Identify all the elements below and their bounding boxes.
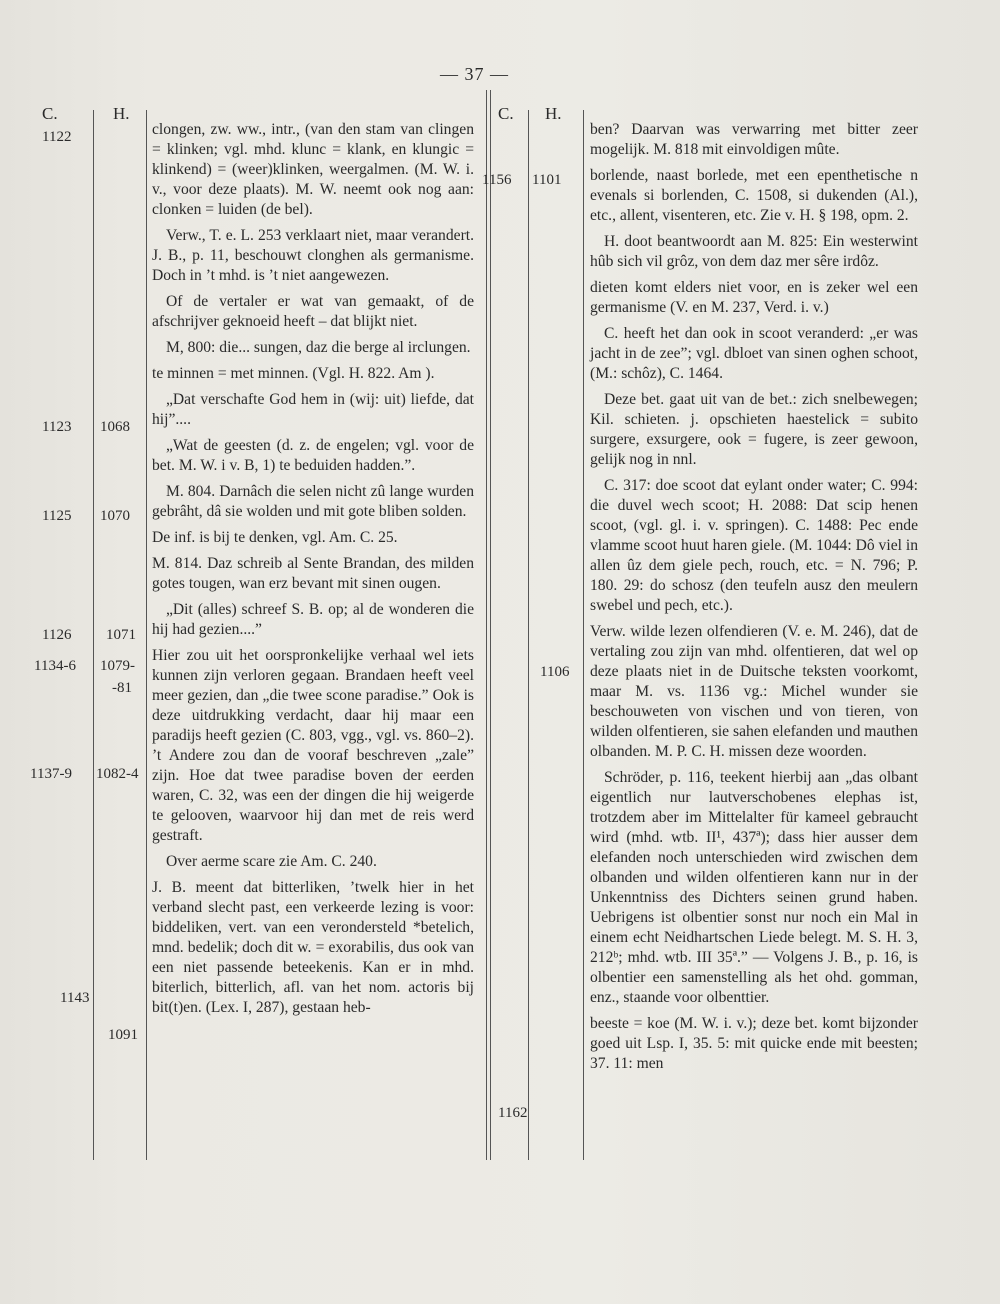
left-ref-h: 1082-4: [96, 766, 139, 782]
paragraph: „Wat de geesten (d. z. de engelen; vgl. voor de bet. M. W. i v. B, 1) te beduiden hadden.”.: [152, 437, 474, 474]
paragraph: „Dat verschafte God hem in (wij: uit) liefde, dat hij”....: [152, 391, 474, 428]
paragraph: beeste = koe (M. W. i. v.); deze bet. komt bijzonder goed uit Lsp. I, 35. 5: mit quicke ende mit beesten; 37. 11: men: [590, 1015, 918, 1072]
paragraph: ben? Daarvan was verwarring met bitter zeer mogelijk. M. 818 mit einvoldigen mûte.: [590, 121, 918, 158]
paragraph: H. doot beantwoordt aan M. 825: Ein westerwint hûb sich vil grôz, von dem daz mer sêre irdôz.: [590, 233, 918, 270]
left-header-c: C.: [42, 104, 58, 123]
paragraph: „Dit (alles) schreef S. B. op; al de wonderen die hij had gezien....”: [152, 601, 474, 638]
right-ref-h: 1101: [532, 172, 562, 188]
paragraph: borlende, naast borlede, met een epenthetische n evenals si borlenden, C. 1508, si dukenden (Al.), etc., allent, visenteren, etc. Zie v. H. § 198, opm. 2.: [590, 167, 918, 224]
left-ref-c: 1137-9: [30, 766, 72, 782]
right-divider-2: [583, 110, 584, 1160]
left-ref-h: 1091: [108, 1027, 138, 1043]
paragraph: C. heeft het dan ook in scoot veranderd: „er was jacht in de zee”; vgl. dbloet van sinen oghen schoot, (M.: schôz), C. 1464.: [590, 325, 918, 382]
left-ref-c: 1123: [42, 419, 72, 435]
right-header-h: H.: [545, 104, 562, 123]
left-ref-h: -81: [112, 680, 132, 696]
left-ref-c: 1125: [42, 508, 72, 524]
paragraph: M. 804. Darnâch die selen nicht zû lange wurden gebrâht, dâ sie wolden und mit gote bliben solden.: [152, 483, 474, 520]
left-ref-h: 1070: [100, 508, 130, 524]
paragraph: Schröder, p. 116, teekent hierbij aan „das olbant eigentlich nur lautverschobenes elephas ist, trotzdem aber im Mittelalter für kameel gebraucht wird (mhd. wtb. II¹, 437ª); dass hier ausser dem elefanden noch unterschieden wird zwischen dem olbanden und wilden olfentieren kann nur in der Unkenntniss des Dichters seinen grund haben. Uebrigens ist olbentier sonst nur noch ein Mal in einem echt Neidhartschen Liede belegt. M. S. H. 3, 212ᵇ; mhd. wtb. III 35ª.” — Volgens J. B., p. 16, is olbentier een samenstelling als het ohd. gomman, enz., staande voor olbenttier.: [590, 769, 918, 1006]
paragraph: Verw., T. e. L. 253 verklaart niet, maar verandert. J. B., p. 11, beschouwt clonghen als germanisme. Doch in ’t mhd. is ’t niet aangewezen.: [152, 227, 474, 284]
paragraph: J. B. meent dat bitterliken, ’twelk hier in het verband slecht past, een verkeerde lezing is voor: biddeliken, vert. van een verondersteld *betelich, mnd. bedelik; doch dit w. = exorabilis, dus ook van een niet passende beteekenis. Kan er in mhd. biterlich, bitterlich, afl. van het nom. actoris bij bit(t)en. (Lex. I, 287), gestaan heb-: [152, 879, 474, 1016]
column-separator-2: [490, 90, 491, 1160]
left-divider-2: [146, 110, 147, 1160]
right-text-column: [590, 120, 918, 1074]
paragraph: Over aerme scare zie Am. C. 240.: [166, 853, 377, 870]
column-separator: [486, 90, 487, 1160]
paragraph: dieten komt elders niet voor, en is zeker wel een germanisme (V. en M. 237, Verd. i. v.): [590, 279, 918, 316]
paragraph: M. 814. Daz schreib al Sente Brandan, des milden gotes tougen, wan erz bevant mit sinen ougen.: [152, 555, 474, 592]
page-number: — 37 —: [440, 64, 509, 84]
left-text-column: [152, 120, 474, 1018]
paragraph: Of de vertaler er wat van gemaakt, of de afschrijver geknoeid heeft – dat blijkt niet.: [152, 293, 474, 330]
paragraph: Hier zou uit het oorspronkelijke verhaal wel iets kunnen zijn verloren gegaan. Brandaen heeft veel meer gezien, dan „die twee scone paradise.” Ook is deze uitdrukking verdacht, daar hij maar een paradijs heeft gezien (C. 803, vgg., vgl. vs. 860–2). ’t Andere zou dan de vooraf beschreven „zale” zijn. Hoe dat twee paradise boven der eerden waren, C. 32, was een der dingen die hij weigerde te gelooven, waarvoor hij dan met de reis werd gestraft.: [152, 647, 474, 844]
paragraph: te minnen = met minnen. (Vgl. H. 822. Am ).: [152, 365, 435, 382]
paragraph: Deze bet. gaat uit van de bet.: zich snelbewegen; Kil. schieten. j. opschieten haestelick = subito surgere, exsurgere, ook = fugere, is zeer gewoon, gelijk nog in nnl.: [590, 391, 918, 468]
right-ref-c: 1156: [482, 172, 512, 188]
right-ref-c: 1162: [498, 1105, 528, 1121]
left-ref-h: 1068: [100, 419, 130, 435]
left-header-h: H.: [113, 104, 130, 123]
left-ref-c: 1126: [42, 627, 72, 643]
right-header-c: C.: [498, 104, 514, 123]
paragraph: C. 317: doe scoot dat eylant onder water; C. 994: die duvel wech scoot; H. 2088: Dat scip henen scoot, (vgl. gl. i. v. springen). C. 1488: Pec ende vlamme scoot huut haren giele. (M. 1044: Dô viel in allen ûz dem giele pech, rouch, etc. = N. 796; P. 180. 29: do schosz (den teufeln ausz den meulern swebel und pech, etc.).: [590, 477, 918, 614]
paragraph: De inf. is bij te denken, vgl. Am. C. 25.: [152, 529, 398, 546]
paragraph: Verw. wilde lezen olfendieren (V. e. M. 246), dat de vertaling zou zijn van mhd. olfentieren, dat wel op deze plaats niet in de Duitsche teksten voorkomt, maar M. vs. 1136 vg.: Michel wunder sie beschouweten von vischen und von tieren, von wilden olfentieren, sie sahen elefanden und mauthen olbanden. M. P. C. H. missen deze woorden.: [590, 623, 918, 760]
paragraph: M, 800: die... sungen, daz die berge al irclungen.: [166, 339, 471, 356]
left-ref-h: 1079-: [100, 658, 135, 674]
left-ref-h: 1071: [106, 627, 136, 643]
right-divider-1: [528, 110, 529, 1160]
left-divider-1: [93, 110, 94, 1160]
left-ref-c: 1143: [60, 990, 90, 1006]
left-ref-c: 1122: [42, 129, 72, 145]
paragraph: clongen, zw. ww., intr., (van den stam van clingen = klinken; vgl. mhd. klunc = klank, en klungic = klinkend) = (weer)klinken, weergalmen. (M. W. i. v., voor deze plaats). M. W. neemt ook nog aan: clonken = luiden (de bel).: [152, 121, 474, 218]
left-ref-c: 1134-6: [34, 658, 76, 674]
right-ref-h: 1106: [540, 664, 570, 680]
